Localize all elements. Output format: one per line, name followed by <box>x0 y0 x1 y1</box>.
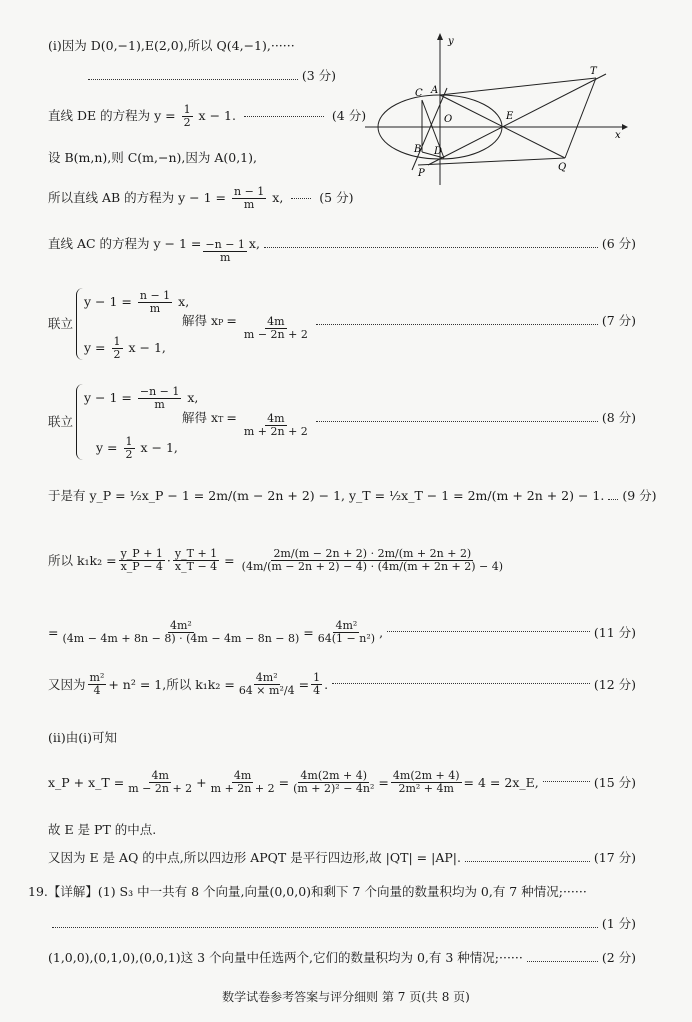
system-2-eq-a: y − 1 = $\frac{-n - 1}{m}$ x, <box>84 385 199 412</box>
label-e: E <box>506 111 514 122</box>
system-2-eq-b: y = $\frac{1}{2}$ x − 1, <box>96 435 178 462</box>
line-de-equation: 直线 DE 的方程为 y = $\frac{1}{2}$ x − 1. (4 分) <box>48 103 367 130</box>
q19-unit-vectors: (1,0,0),(0,1,0),(0,0,1)这 3 个向量中任选两个,它们的数量积均为 0,有 3 种情况;······ (2 分) <box>48 950 636 965</box>
label-d: D <box>434 146 443 157</box>
system-1-brace <box>76 288 83 360</box>
x-axis-arrow <box>622 124 628 130</box>
k1k2-result: 又因为 $\frac{\text{m²}}{4}$ + n² = 1,所以 k₁k₂ = $\frac{\text{4m²}}{\text{64 × m²/4}}$ = $\frac{1}{4}$ . (12 分) <box>48 671 636 698</box>
page-footer: 数学试卷参考答案与评分细则 第 7 页(共 8 页) <box>222 990 470 1004</box>
system-2-brace <box>76 384 83 460</box>
q19-intro: 19.【详解】(1) S₃ 中一共有 8 个向量,向量(0,0,0)和剩下 7 个向量的数量积均为 0,有 7 种情况;······ <box>28 884 587 899</box>
line-dt <box>428 74 606 165</box>
line-ac-equation: 直线 AC 的方程为 y − 1 = $\frac{-n - 1}{m}$ x, (6 分) <box>48 236 636 265</box>
label-q: Q <box>558 162 567 173</box>
system-1-label: 联立 <box>48 316 74 331</box>
y-axis-arrow <box>437 33 443 40</box>
step-ii-intro: (ⅱ)由(ⅰ)可知 <box>48 730 118 745</box>
label-b: B <box>414 144 422 155</box>
label-o: O <box>444 114 453 125</box>
system-2-solution: 解得 x T = $\frac{4m}{m + 2n + 2}$ (8 分) <box>182 410 636 439</box>
system-1-eq-a: y − 1 = $\frac{n - 1}{m}$ x, <box>84 289 190 316</box>
y-values: 于是有 y_P = ½x_P − 1 = 2m/(m − 2n + 2) − 1, y_T = ½x_T − 1 = 2m/(m + 2n + 2) − 1. (9 分) <box>48 488 657 503</box>
line-ab-equation: 所以直线 AB 的方程为 y − 1 = $\frac{n - 1}{m}$ x, (5 分) <box>48 185 354 212</box>
parallelogram-conclusion: 又因为 E 是 AQ 的中点,所以四边形 APQT 是平行四边形,故 |QT| = |AP|. (17 分) <box>48 850 636 865</box>
label-y: y <box>448 36 454 47</box>
ellipse-figure <box>360 30 630 190</box>
label-c: C <box>415 88 423 99</box>
system-2-label: 联立 <box>48 414 74 429</box>
label-p: P <box>418 168 425 179</box>
fraction: $\frac{1}{2}$ <box>183 103 191 130</box>
line-tq <box>565 78 596 158</box>
system-1-eq-b: y = $\frac{1}{2}$ x − 1, <box>84 335 166 362</box>
system-1-solution: 解得 x P = $\frac{4m}{m - 2n + 2}$ (7 分) <box>182 313 636 342</box>
label-t: T <box>590 66 597 77</box>
k1k2-simplified: = $\frac{\text{4m²}}{(4m - 4m + 8n - 8) \cdot (4m - 4m - 8n - 8)}$ = $\frac{\text{4m²}}{\text{64(1 − n²)}}$ , (11 分) <box>48 619 636 646</box>
label-x: x <box>615 130 621 141</box>
k1k2-product: 所以 k₁k₂ = $\frac{y\_P + 1}{x\_P - 4}$ · $\frac{y\_T + 1}{x\_T - 4}$ = $\frac{2m/(m - 2n + 2) \cdot 2m/(m + 2n + 2)}{(4m/(m - 2n + 2) - 4) \cdot (4m/(m + 2n + 2) - 4)}$ <box>48 547 504 574</box>
score-line-1: (1 分) <box>48 916 636 931</box>
set-point-b: 设 B(m,n),则 C(m,−n),因为 A(0,1), <box>48 150 257 165</box>
step-i-intro: (ⅰ)因为 D(0,−1),E(2,0),所以 Q(4,−1),······ <box>48 38 295 53</box>
score-line-3 <box>84 68 336 83</box>
label-a: A <box>431 85 439 96</box>
midpoint-conclusion: 故 E 是 PT 的中点. <box>48 822 157 837</box>
score: (3 分) <box>301 68 336 83</box>
line-at <box>440 78 596 95</box>
xp-plus-xt: x_P + x_T = $\frac{4m}{m - 2n + 2}$ + $\frac{4m}{m + 2n + 2}$ = $\frac{4m(2m + 4)}{\text{(m + 2)² − 4n²}}$ = $\frac{4m(2m + 4)}{\text{2m² + 4m}}$ = 4 = 2x_E, (15 分) <box>48 769 636 796</box>
